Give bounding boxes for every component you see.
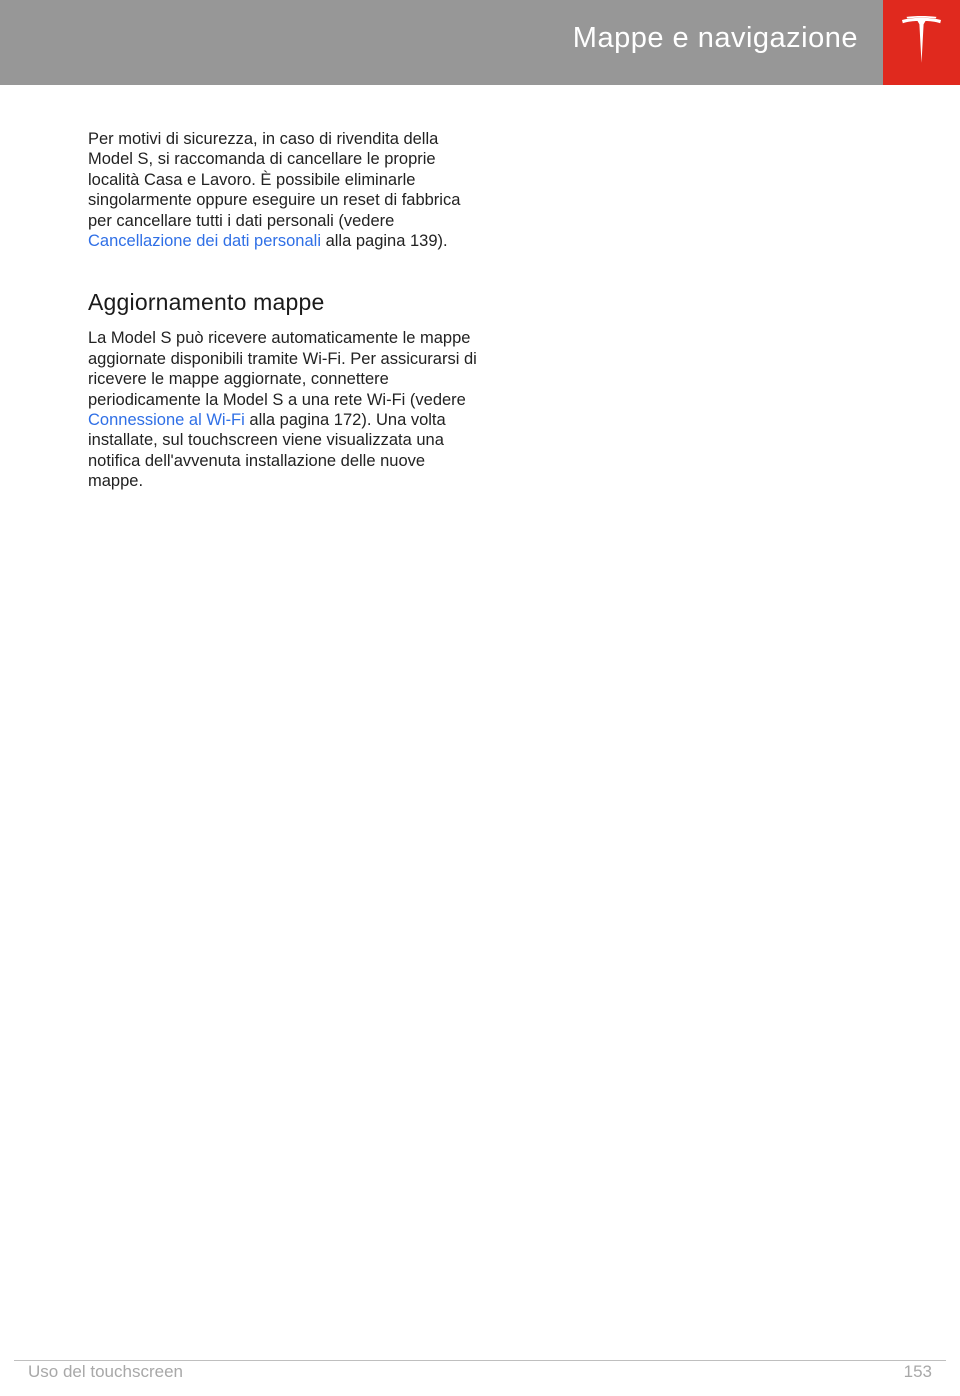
paragraph-text: Per motivi di sicurezza, in caso di rivendita della Model S, si raccomanda di cancellare le proprie località Casa e Lavoro. È possibile eliminarle singolarmente oppure eseguire un reset di fabbrica per cancellare tutti i dati personali (vedere xyxy=(88,130,461,230)
paragraph-text: alla pagina 139). xyxy=(320,232,448,251)
paragraph-privacy xyxy=(88,129,480,251)
paragraph-map-update xyxy=(88,328,480,491)
header-band xyxy=(0,0,960,85)
footer-page-number: 153 xyxy=(903,1362,932,1381)
link-connessione-wifi[interactable]: Connessione al Wi-Fi xyxy=(88,411,245,430)
page-section-title: Mappe e navigazione xyxy=(572,22,858,54)
section-heading: Aggiornamento mappe xyxy=(88,289,325,316)
paragraph-text: La Model S può ricevere automaticamente le mappe aggiornate disponibili tramite Wi-Fi. Per assicurarsi di ricevere le mappe aggiornate, connettere periodicamente la Model S a una rete Wi-Fi (vedere xyxy=(88,329,477,409)
tesla-logo-icon xyxy=(900,16,943,68)
main-content xyxy=(88,129,480,492)
brand-logo-box xyxy=(883,0,960,85)
footer-section-label: Uso del touchscreen xyxy=(28,1362,183,1381)
link-cancellazione-dati[interactable]: Cancellazione dei dati personali xyxy=(88,232,321,251)
footer-divider xyxy=(14,1360,946,1361)
paragraph-text: alla pagina 172). Una volta installate, sul touchscreen viene visualizzata una notifica dell'avvenuta installazione delle nuove mappe. xyxy=(88,411,446,491)
